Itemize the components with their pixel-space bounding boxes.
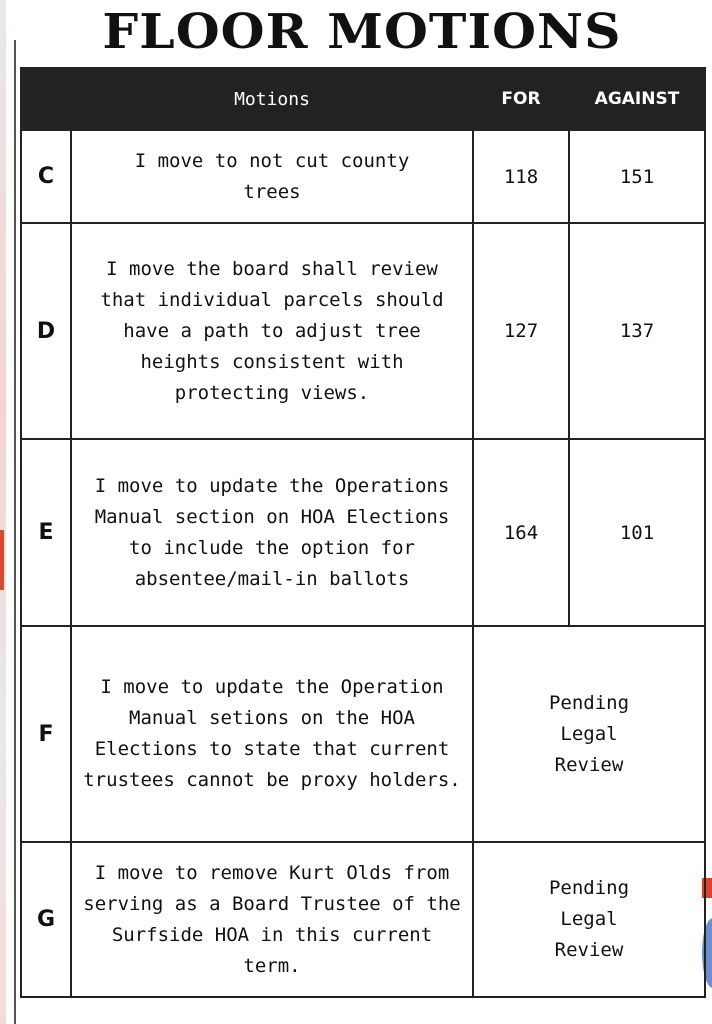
header-for: FOR bbox=[473, 68, 569, 130]
table-row bbox=[21, 842, 705, 997]
motion-text: I move to remove Kurt Olds from serving as a Board Trustee of the Surfside HOA in this current term. bbox=[71, 842, 473, 997]
table-row bbox=[21, 439, 705, 626]
against-count: 151 bbox=[569, 130, 705, 223]
motions-table bbox=[20, 67, 706, 998]
motion-letter: C bbox=[21, 130, 71, 223]
for-count: 127 bbox=[473, 223, 569, 439]
left-edge-accent bbox=[0, 530, 4, 590]
motion-text: I move the board shall review that individual parcels should have a path to adjust tree heights consistent with protecting views. bbox=[71, 223, 473, 439]
motion-text: I move to update the Operations Manual section on HOA Elections to include the option for absentee/mail-in ballots bbox=[71, 439, 473, 626]
motion-letter: D bbox=[21, 223, 71, 439]
left-edge-decoration bbox=[0, 0, 6, 1024]
table-header-row bbox=[21, 68, 705, 130]
header-motions: Motions bbox=[71, 68, 473, 130]
pending-status: Pending Legal Review bbox=[473, 626, 705, 842]
table-row bbox=[21, 130, 705, 223]
header-letter bbox=[21, 68, 71, 130]
table-row bbox=[21, 223, 705, 439]
motion-text: I move to not cut county trees bbox=[71, 130, 473, 223]
against-count: 137 bbox=[569, 223, 705, 439]
motion-letter: G bbox=[21, 842, 71, 997]
table-row bbox=[21, 626, 705, 842]
motion-letter: E bbox=[21, 439, 71, 626]
motion-text: I move to update the Operation Manual setions on the HOA Elections to state that current trustees cannot be proxy holders. bbox=[71, 626, 473, 842]
pending-status: Pending Legal Review bbox=[473, 842, 705, 997]
left-border-line bbox=[14, 40, 16, 1024]
motion-letter: F bbox=[21, 626, 71, 842]
for-count: 118 bbox=[473, 130, 569, 223]
page-title: FLOOR MOTIONS bbox=[102, 4, 622, 60]
header-against: AGAINST bbox=[569, 68, 705, 130]
for-count: 164 bbox=[473, 439, 569, 626]
against-count: 101 bbox=[569, 439, 705, 626]
